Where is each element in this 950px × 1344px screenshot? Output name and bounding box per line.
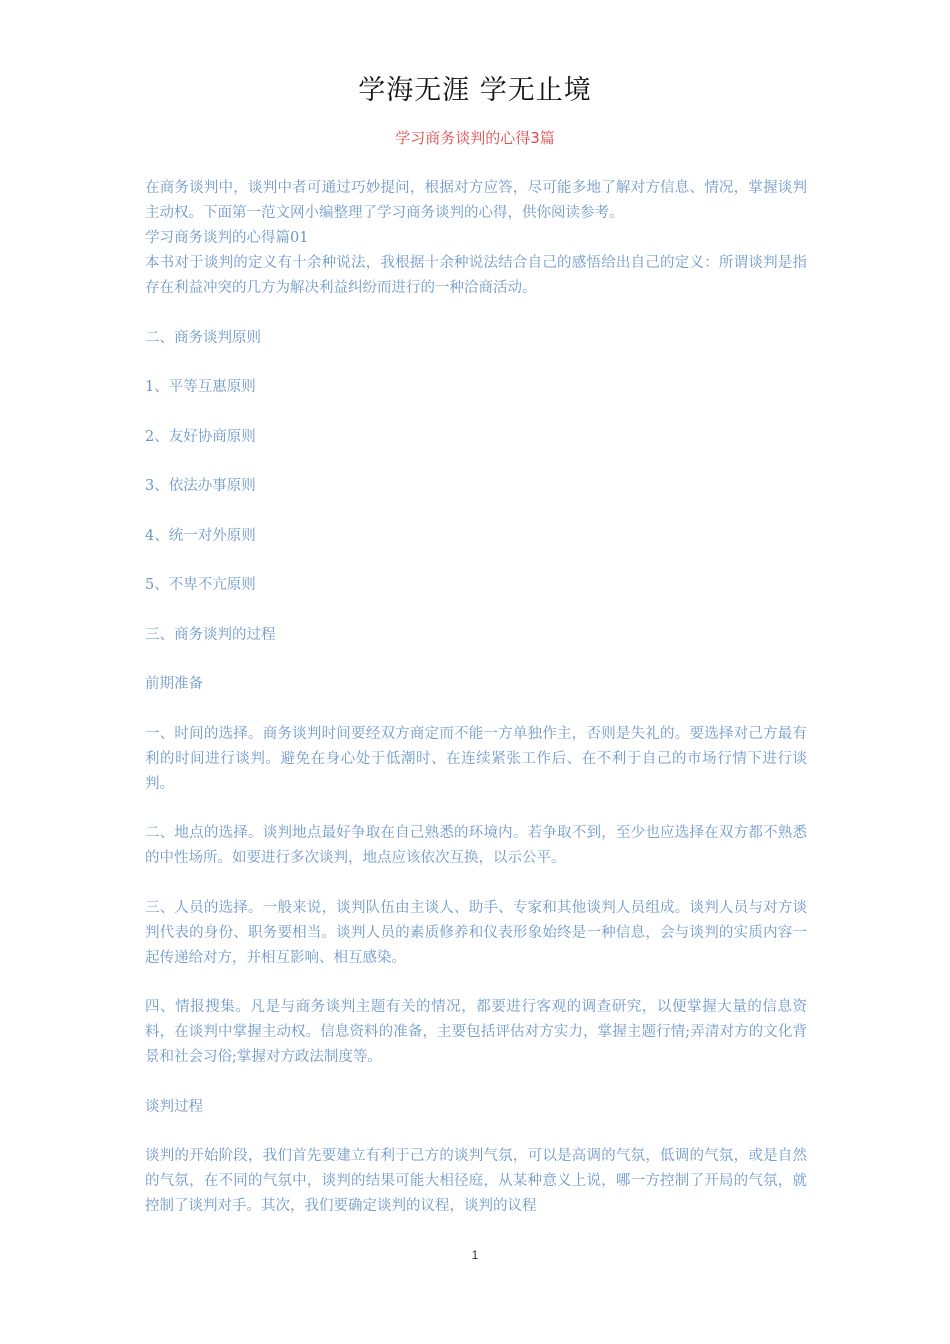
- preparation-paragraph: 一、时间的选择。商务谈判时间要经双方商定而不能一方单独作主，否则是失礼的。要选择对己方最有利的时间进行谈判。避免在身心处于低潮时、在连续紧张工作后、在不利于自己的市场行情下进行谈判。: [145, 725, 807, 792]
- principle-item: 1、平等互惠原则: [145, 379, 256, 395]
- definition-paragraph: 本书对于谈判的定义有十余种说法，我根据十余种说法结合自己的感悟给出自己的定义：所谓谈判是指存在利益冲突的几方为解决利益纠纷而进行的一种洽商活动。: [145, 255, 807, 296]
- intro-paragraph: 在商务谈判中，谈判中者可通过巧妙提问，根据对方应答，尽可能多地了解对方信息、情况，掌握谈判主动权。下面第一范文网小编整理了学习商务谈判的心得，供你阅读参考。: [145, 180, 807, 221]
- preparation-paragraph: 三、人员的选择。一般来说，谈判队伍由主谈人、助手、专家和其他谈判人员组成。谈判人员与对方谈判代表的身份、职务要相当。谈判人员的素质修养和仪表形象始终是一种信息，会与谈判的实质内容一起传递给对方，并相互影响、相互感染。: [145, 899, 807, 966]
- header-title: 学海无涯 学无止境: [358, 75, 592, 106]
- principle-item: 4、统一对外原则: [145, 527, 256, 544]
- negotiation-heading: 谈判过程: [145, 1098, 203, 1115]
- document-body: [145, 176, 807, 1219]
- principles-heading: 二、商务谈判原则: [145, 329, 261, 346]
- preparation-paragraph: 四、情报搜集。凡是与商务谈判主题有关的情况，都要进行客观的调查研究，以便掌握大量的信息资料，在谈判中掌握主动权。信息资料的准备，主要包括评估对方实力，掌握主题行情;弄清对方的文化背景和社会习俗;掌握对方政法制度等。: [145, 999, 807, 1065]
- preparation-heading: 前期准备: [145, 676, 203, 692]
- section-heading: 学习商务谈判的心得篇01: [145, 230, 309, 246]
- process-heading: 三、商务谈判的过程: [145, 626, 276, 643]
- page-number: 1: [471, 1248, 479, 1262]
- negotiation-paragraph: 谈判的开始阶段，我们首先要建立有利于己方的谈判气氛，可以是高调的气氛，低调的气氛，或是自然的气氛，在不同的气氛中，谈判的结果可能大相径庭，从某种意义上说，哪一方控制了开局的气氛，就控制了谈判对手。其次，我们要确定谈判的议程，谈判的议程: [145, 1148, 807, 1214]
- document-title: 学习商务谈判的心得3篇: [395, 129, 555, 147]
- preparation-paragraph: 二、地点的选择。谈判地点最好争取在自己熟悉的环境内。若争取不到，至少也应选择在双方都不熟悉的中性场所。如要进行多次谈判，地点应该依次互换，以示公平。: [145, 825, 807, 866]
- principle-item: 3、依法办事原则: [145, 478, 256, 494]
- principle-item: 2、友好协商原则: [145, 428, 256, 445]
- principle-item: 5、不卑不亢原则: [145, 577, 256, 593]
